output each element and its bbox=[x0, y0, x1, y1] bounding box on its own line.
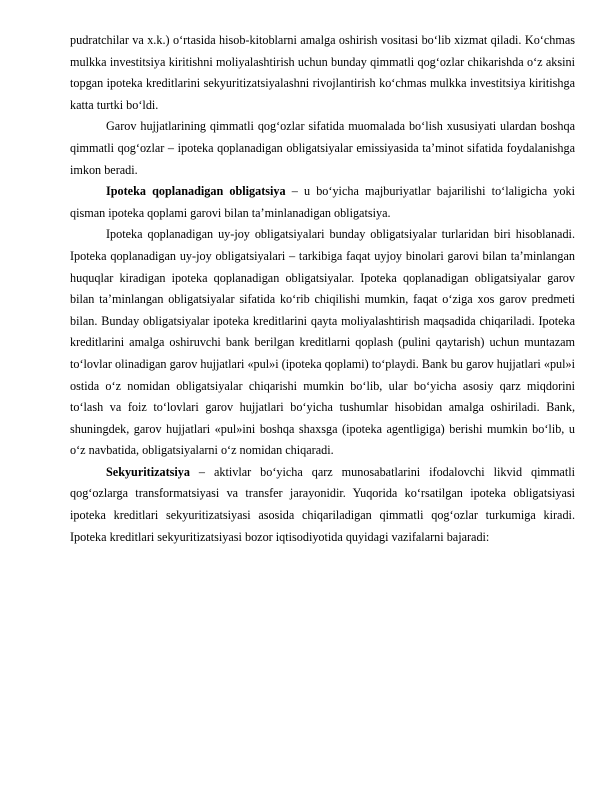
definition-text: – aktivlar bo‘yicha qarz munosabatlarini ifodalovchi likvid qimmatli qog‘ozlarga transformatsiyasi va transfer jarayonidir. Yuqorida ko‘rsatilgan ipoteka obligatsiyasi ipoteka kreditlari sekyuritizatsiyasi asosida chiqariladigan qimmatli qog‘ozlar turkumiga kiradi. Ipoteka kreditlari sekyuritizatsiyasi bozor iqtisodiyotida quyidagi vazifalarni bajaradi: bbox=[70, 464, 575, 544]
document-page bbox=[70, 30, 575, 548]
paragraph-text: Garov hujjatlarining qimmatli qog‘ozlar sifatida muomalada bo‘lish xususiyati ulardan boshqa qimmatli qog‘ozlar – ipoteka qoplanadigan obligatsiyalar emissiyasida ta’minot sifatida foydalanishga imkon beradi. bbox=[70, 119, 575, 177]
paragraph-garov-hujjatlari bbox=[70, 116, 575, 181]
paragraph-definition-ipoteka-obligatsiya bbox=[70, 181, 575, 224]
paragraph-text: Ipoteka qoplanadigan uy-joy obligatsiyalari bunday obligatsiyalar turlaridan biri hisoblanadi. Ipoteka qoplanadigan uy-joy obligatsiyalari – tarkibiga faqat uyjoy binolari garovi bilan ta’minlangan huquqlar kiradigan ipoteka qoplanadigan obligatsiyalar. Ipoteka qoplanadigan obligatsiyalar garov bilan ta’minlangan obligatsiyalar sifatida ko‘rib chiqilishi mumkin, faqat o‘ziga xos garov predmeti bilan. Bunday obligatsiyalar ipoteka kreditlarini qayta moliyalashtirish maqsadida chiqariladi. Ipoteka kreditlarini amalga oshiruvchi bank berilgan kreditlarni qoplash (pulini qaytarish) uchun muntazam to‘lovlar olinadigan garov hujjatlari «pul»i (ipoteka qoplami) to‘playdi. Bank bu garov hujjatlari «pul»i ostida o‘z nomidan obligatsiyalar chiqarishi mumkin bo‘lib, ular bo‘yicha asosiy qarz miqdorini to‘lash va foiz to‘lovlari garov hujjatlari bo‘yicha tushumlar hisobidan amalga oshiriladi. Bank, shuningdek, garov hujjatlari «pul»ini boshqa shaxsga (ipoteka agentligiga) berishi mumkin bo‘lib, u o‘z navbatida, obligatsiyalarni o‘z nomidan chiqaradi. bbox=[70, 227, 575, 458]
defined-term: Ipoteka qoplanadigan obligatsiya bbox=[106, 184, 286, 199]
paragraph-uy-joy-obligatsiyalari bbox=[70, 224, 575, 462]
defined-term: Sekyuritizatsiya bbox=[106, 464, 190, 479]
paragraph-definition-sekyuritizatsiya bbox=[70, 462, 575, 548]
paragraph-continuation bbox=[70, 30, 575, 116]
paragraph-text: pudratchilar va x.k.) o‘rtasida hisob-kitoblarni amalga oshirish vositasi bo‘lib xizmat qiladi. Ko‘chmas mulkka investitsiya kiritishni moliyalashtirish uchun bunday qimmatli qog‘ozlar chikarishda o‘z aksini topgan ipoteka kreditlarini sekyuritizatsiyalashni rivojlantirish ko‘chmas mulkka investitsiya kiritishga katta turtki bo‘ldi. bbox=[70, 33, 575, 112]
definition-text: – u bo‘yicha majburiyatlar bajarilishi to‘laligicha yoki qisman ipoteka qoplami garovi bilan ta’minlanadigan obligatsiya. bbox=[70, 184, 575, 220]
